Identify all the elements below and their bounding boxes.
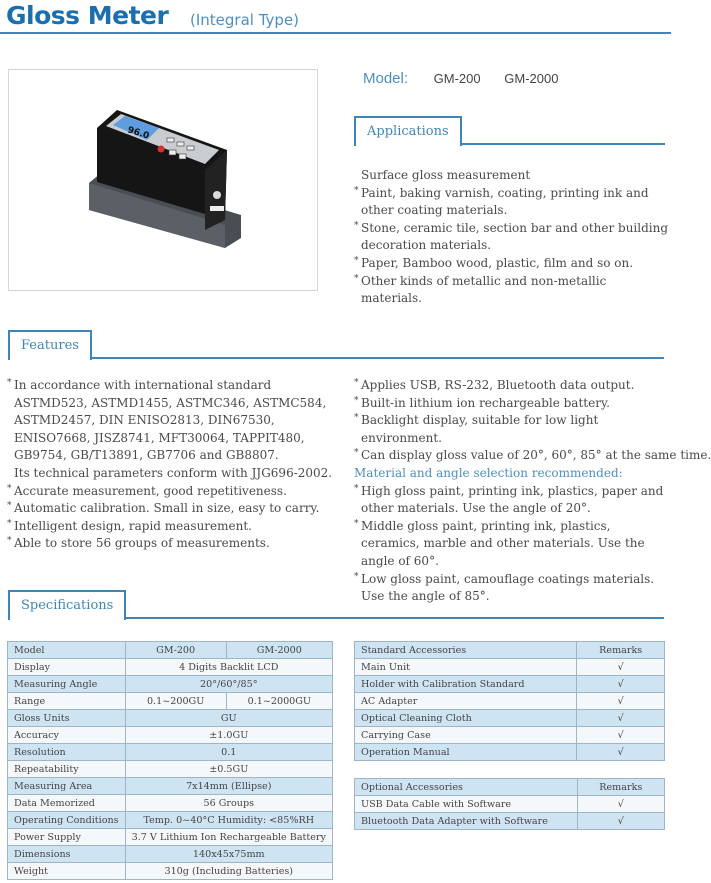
- brand-logo-icon: [213, 191, 221, 199]
- bullet-icon: *: [354, 255, 359, 266]
- check-icon: √: [577, 693, 665, 710]
- features-left-list: [7, 377, 337, 553]
- check-icon: √: [577, 813, 664, 830]
- table-cell: 56 Groups: [125, 795, 332, 812]
- bullet-icon: *: [7, 483, 12, 494]
- table-cell: Measuring Angle: [8, 676, 126, 693]
- list-item: * High gloss paint, printing ink, plastics, paper and other materials. Use the angle of 20°.: [354, 483, 670, 518]
- table-cell: Repeatability: [8, 761, 126, 778]
- bullet-icon: *: [7, 378, 12, 388]
- angle-selection-subheading: Material and angle selection recommended:: [354, 465, 623, 480]
- table-row: [8, 744, 333, 761]
- table-cell: Temp. 0~40°C Humidity: <85%RH: [125, 812, 332, 829]
- section-tab: Applications: [354, 116, 462, 146]
- product-photo: [8, 69, 318, 291]
- list-item: * Able to store 56 groups of measurements.: [7, 535, 337, 553]
- table-cell: 140x45x75mm: [125, 846, 332, 863]
- bullet-icon: *: [354, 413, 359, 424]
- table-cell: Data Memorized: [8, 795, 126, 812]
- section-rule: [84, 357, 664, 359]
- table-cell: Operating Conditions: [8, 812, 126, 829]
- table-cell: GM-2000: [226, 642, 332, 659]
- table-row: [8, 812, 333, 829]
- table-cell: 0.1~2000GU: [226, 693, 332, 710]
- check-icon: √: [577, 744, 665, 761]
- table-cell: 4 Digits Backlit LCD: [125, 659, 332, 676]
- table-cell: Optical Cleaning Cloth: [355, 710, 577, 727]
- table-row: [355, 710, 665, 727]
- table-row: [8, 761, 333, 778]
- table-cell: Accuracy: [8, 727, 126, 744]
- table-cell: Gloss Units: [8, 710, 126, 727]
- specifications-heading: [8, 590, 664, 620]
- list-item: * Low gloss paint, camouflage coatings materials. Use the angle of 85°.: [354, 571, 670, 606]
- table-cell: Display: [8, 659, 126, 676]
- section-tab: Features: [8, 330, 92, 360]
- check-icon: √: [577, 710, 665, 727]
- table-header-row: [355, 779, 665, 796]
- list-item: * Applies USB, RS-232, Bluetooth data output.: [354, 377, 670, 395]
- list-item: * Accurate measurement, good repetitiveness.: [7, 483, 337, 501]
- bullet-icon: *: [7, 536, 12, 547]
- table-row: [8, 727, 333, 744]
- model-value: GM-2000: [504, 71, 559, 86]
- table-cell: 7x14mm (Ellipse): [125, 778, 332, 795]
- standard-accessories-table: [354, 641, 665, 761]
- table-row: [8, 863, 333, 880]
- table-row: [355, 676, 665, 693]
- table-row: [8, 693, 333, 710]
- title-bar: [0, 0, 671, 34]
- check-icon: √: [577, 676, 665, 693]
- bullet-icon: *: [354, 518, 359, 529]
- list-item: * Middle gloss paint, printing ink, plastics, ceramics, marble and other materials. Use the angle of 60°.: [354, 518, 670, 571]
- table-row: [8, 795, 333, 812]
- section-rule: [112, 617, 664, 619]
- table-cell: Remarks: [577, 642, 665, 659]
- table-cell: Operation Manual: [355, 744, 577, 761]
- table-row: [8, 676, 333, 693]
- table-row: [8, 659, 333, 676]
- check-icon: √: [577, 659, 665, 676]
- table-row: [8, 710, 333, 727]
- table-cell: ±0.5GU: [125, 761, 332, 778]
- applications-list: [354, 167, 670, 308]
- table-cell: 0.1~200GU: [125, 693, 226, 710]
- section-tab: Specifications: [8, 590, 126, 620]
- optional-accessories-table: [354, 778, 665, 830]
- table-cell: USB Data Cable with Software: [355, 796, 578, 813]
- list-item: * Built-in lithium ion rechargeable battery.: [354, 395, 670, 413]
- check-icon: √: [577, 727, 665, 744]
- list-item: * In accordance with international standard ASTMD523, ASTMD1455, ASTMC346, ASTMC584, ASTMD2457, DIN ENISO2813, DIN67530, ENISO7668, JISZ8741, MFT30064, TAPPIT480, GB9754, GB/T13891, GB7706 and GB8807.: [7, 377, 337, 465]
- check-icon: √: [577, 796, 664, 813]
- table-cell: 0.1: [125, 744, 332, 761]
- list-item: * Can display gloss value of 20°, 60°, 85° at the same time.: [354, 447, 670, 465]
- section-rule: [450, 143, 665, 145]
- table-cell: 20°/60°/85°: [125, 676, 332, 693]
- bullet-icon: *: [354, 571, 359, 582]
- table-cell: GM-200: [125, 642, 226, 659]
- bullet-icon: *: [354, 395, 359, 406]
- table-row: [355, 727, 665, 744]
- features-right-list: [354, 377, 711, 606]
- model-label: Model:: [363, 70, 409, 87]
- bullet-icon: *: [7, 518, 12, 529]
- table-cell: Standard Accessories: [355, 642, 577, 659]
- list-item: * Backlight display, suitable for low light environment.: [354, 412, 670, 447]
- table-cell: 310g (Including Batteries): [125, 863, 332, 880]
- bullet-icon: *: [354, 448, 359, 459]
- table-cell: ±1.0GU: [125, 727, 332, 744]
- table-row: [355, 659, 665, 676]
- power-button-icon: [158, 146, 165, 153]
- table-cell: Bluetooth Data Adapter with Software: [355, 813, 578, 830]
- bullet-icon: *: [354, 220, 359, 231]
- list-item: * Stone, ceramic tile, section bar and other building decoration materials.: [354, 220, 670, 255]
- table-cell: Carrying Case: [355, 727, 577, 744]
- applications-intro: Surface gloss measurement: [361, 168, 531, 182]
- list-item: * Automatic calibration. Small in size, easy to carry.: [7, 500, 337, 518]
- table-cell: Range: [8, 693, 126, 710]
- table-row: [355, 693, 665, 710]
- bullet-icon: *: [354, 185, 359, 196]
- table-cell: GU: [125, 710, 332, 727]
- conform-note: Its technical parameters conform with JJG696-2002.: [14, 465, 333, 480]
- table-row: [355, 744, 665, 761]
- table-row: [355, 813, 665, 830]
- features-heading: [8, 330, 664, 360]
- table-cell: Main Unit: [355, 659, 577, 676]
- bullet-icon: *: [354, 483, 359, 494]
- table-row: [355, 796, 665, 813]
- table-cell: Resolution: [8, 744, 126, 761]
- bullet-icon: *: [354, 273, 359, 284]
- list-item: * Paint, baking varnish, coating, printing ink and other coating materials.: [354, 185, 670, 220]
- table-cell: Power Supply: [8, 829, 126, 846]
- page-title: Gloss Meter: [6, 1, 169, 30]
- lcd-reading: 96.0: [126, 125, 151, 142]
- table-cell: AC Adapter: [355, 693, 577, 710]
- list-item: * Other kinds of metallic and non-metallic materials.: [354, 273, 670, 308]
- bullet-icon: *: [354, 378, 359, 388]
- list-item: * Paper, Bamboo wood, plastic, film and so on.: [354, 255, 670, 273]
- table-cell: Measuring Area: [8, 778, 126, 795]
- model-row: [363, 70, 578, 87]
- gloss-meter-illustration: [9, 70, 317, 290]
- table-cell: Model: [8, 642, 126, 659]
- table-cell: Optional Accessories: [355, 779, 578, 796]
- list-item: * Intelligent design, rapid measurement.: [7, 518, 337, 536]
- table-row: [8, 778, 333, 795]
- table-cell: Dimensions: [8, 846, 126, 863]
- table-header-row: [8, 642, 333, 659]
- table-row: [8, 846, 333, 863]
- table-header-row: [355, 642, 665, 659]
- page-subtitle: (Integral Type): [190, 11, 300, 29]
- applications-heading: [354, 116, 665, 146]
- table-cell: Remarks: [577, 779, 664, 796]
- bullet-icon: *: [7, 501, 12, 512]
- table-cell: Holder with Calibration Standard: [355, 676, 577, 693]
- table-cell: Weight: [8, 863, 126, 880]
- model-value: GM-200: [433, 71, 481, 86]
- specifications-table: [7, 641, 333, 880]
- table-row: [8, 829, 333, 846]
- table-cell: 3.7 V Lithium Ion Rechargeable Battery: [125, 829, 332, 846]
